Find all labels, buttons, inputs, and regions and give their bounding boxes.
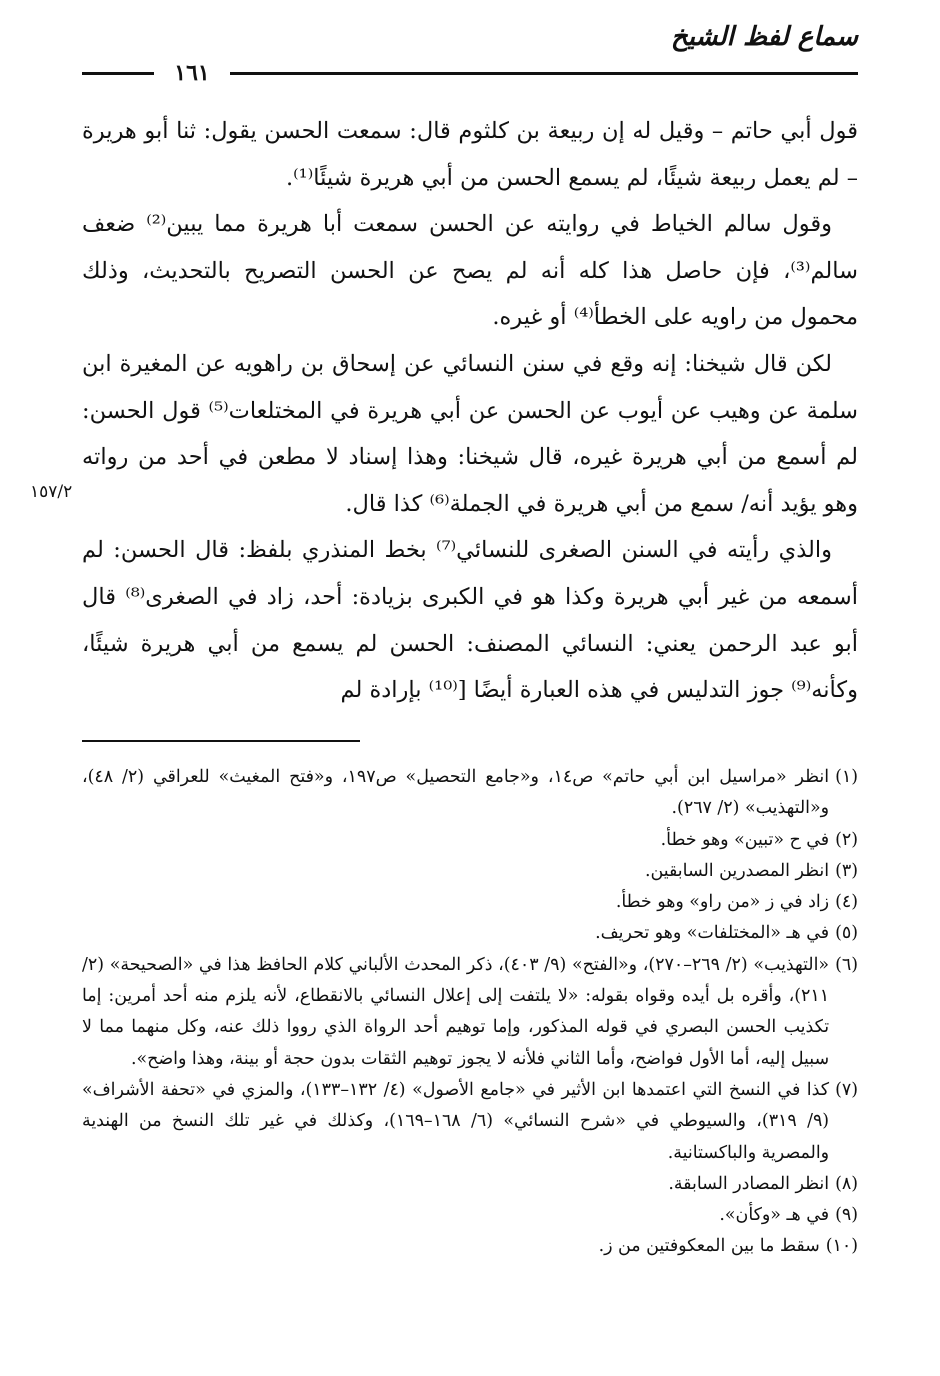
footnote-number: (٧): [835, 1079, 858, 1100]
footnote-number: (٣): [835, 860, 858, 881]
footnote-item: [82, 825, 858, 856]
paragraph: قول أبي حاتم – وقيل له إن ربيعة بن كلثوم قال: سمعت الحسن يقول: ثنا أبو هريرة – لم يعمل ربيعة شيئًا، لم يسمع الحسن من أبي هريرة شيئًا⁽¹⁾.: [82, 118, 858, 191]
paragraph: وقول سالم الخياط في روايته عن الحسن سمعت أبا هريرة مما يبين⁽²⁾ ضعف سالم⁽³⁾، فإن حاصل هذا كله أنه لم يصح عن الحسن التصريح بالتحديث، وذلك محمول من راويه على الخطأ⁽⁴⁾ أو غيره.: [82, 211, 858, 331]
footnote-text: انظر المصدرين السابقين.: [645, 860, 830, 881]
paragraph: لكن قال شيخنا: إنه وقع في سنن النسائي عن إسحاق بن راهويه عن المغيرة ابن سلمة عن وهيب عن أيوب عن الحسن عن أبي هريرة في المختلعات⁽⁵⁾ قول الحسن: لم أسمع من أبي هريرة غيره، قال شيخنا: وهذا إسناد لا مطعن في أحد من رواته وهو يؤيد أنه/ سمع من أبي هريرة في الجملة⁽⁶⁾ كذا قال.: [82, 350, 859, 517]
footnote-text: في ح «تبين» وهو خطأ.: [660, 829, 830, 850]
paragraph: والذي رأيته في السنن الصغرى للنسائي⁽⁷⁾ بخط المنذري بلفظ: قال الحسن: لم أسمعه من غير أبي هريرة وكذا هو في الكبرى بزيادة: أحد، زاد في الصغرى⁽⁸⁾ قال أبو عبد الرحمن يعني: النسائي المصنف: الحسن لم يسمع من أبي هريرة شيئًا، وكأنه⁽⁹⁾ جوز التدليس في هذه العبارة أيضًا [⁽¹⁰⁾ بإرادة لم: [82, 537, 858, 704]
footnote-item: [82, 1075, 858, 1169]
footnotes: [82, 762, 858, 1263]
footnote-number: (١٠): [825, 1236, 858, 1257]
footnote-item: [82, 918, 858, 949]
footnote-number: (٩): [835, 1205, 858, 1226]
footnote-text: انظر المصادر السابقة.: [668, 1173, 830, 1194]
margin-note: ١٥٧/٢: [30, 482, 73, 502]
footnote-text: زاد في ز «من راو» وهو خطأ.: [615, 892, 830, 913]
footnote-number: (٥): [835, 923, 858, 944]
running-header-title: سماع لفظ الشيخ: [670, 22, 858, 52]
footnote-number: (٤): [835, 892, 858, 913]
footnote-text: كذا في النسخ التي اعتمدها ابن الأثير في «جامع الأصول» (٤/ ١٣٢–١٣٣)، والمزي في «تحفة الأشراف» (٩/ ٣١٩)، والسيوطي في «شرح النسائي» (٦/ ١٦٨–١٦٩)، وكذلك في غير تلك النسخ من الهندية والمصرية والباكستانية.: [82, 1079, 830, 1163]
footnote-text: في هـ «وكأن».: [719, 1205, 830, 1226]
footnote-text: في هـ «المختلفات» وهو تحريف.: [595, 923, 830, 944]
footnote-rule: [82, 740, 360, 742]
page-number: ١٦١: [154, 56, 230, 90]
footnote-item: [82, 1231, 858, 1262]
main-text: [82, 108, 858, 714]
footnote-item: [82, 856, 858, 887]
footnote-text: «التهذيب» (٢/ ٢٦٩–٢٧٠)، و«الفتح» (٩/ ٤٠٣)، ذكر المحدث الألباني كلام الحافظ هذا في «الصحيحة» (٢/ ٢١١)، وأقره بل أيده وقواه بقوله: «لا يلتفت إلى إعلال النسائي بالانقطاع، لأنه يلزم منه أحد أمرين: إما تكذيب الحسن البصري في قوله المذكور، وإما توهيم أحد الرواة الذي رووا ذلك عنه، وكل منهما مما لا سبيل إليه، أما الأول فواضح، وأما الثاني فلأنه لا يجوز توهيم الثقات بدون حجة أو بينة، وهذا واضح».: [82, 954, 830, 1069]
footnote-item: [82, 950, 858, 1075]
footnote-number: (١): [835, 767, 858, 787]
footnote-item: [82, 1169, 858, 1200]
footnote-number: (٦): [835, 954, 858, 975]
footnote-number: (٨): [835, 1173, 858, 1194]
footnote-text: انظر «مراسيل ابن أبي حاتم» ص١٤، و«جامع التحصيل» ص١٩٧، و«فتح المغيث» للعراقي (٢/ ٤٨)، و«التهذيب» (٢/ ٢٦٧).: [82, 767, 830, 819]
footnote-text: سقط ما بين المعكوفتين من ز.: [598, 1236, 820, 1257]
footnote-item: [82, 887, 858, 918]
footnote-item: [82, 1200, 858, 1231]
footnote-item: [82, 762, 858, 825]
footnote-number: (٢): [835, 829, 858, 850]
